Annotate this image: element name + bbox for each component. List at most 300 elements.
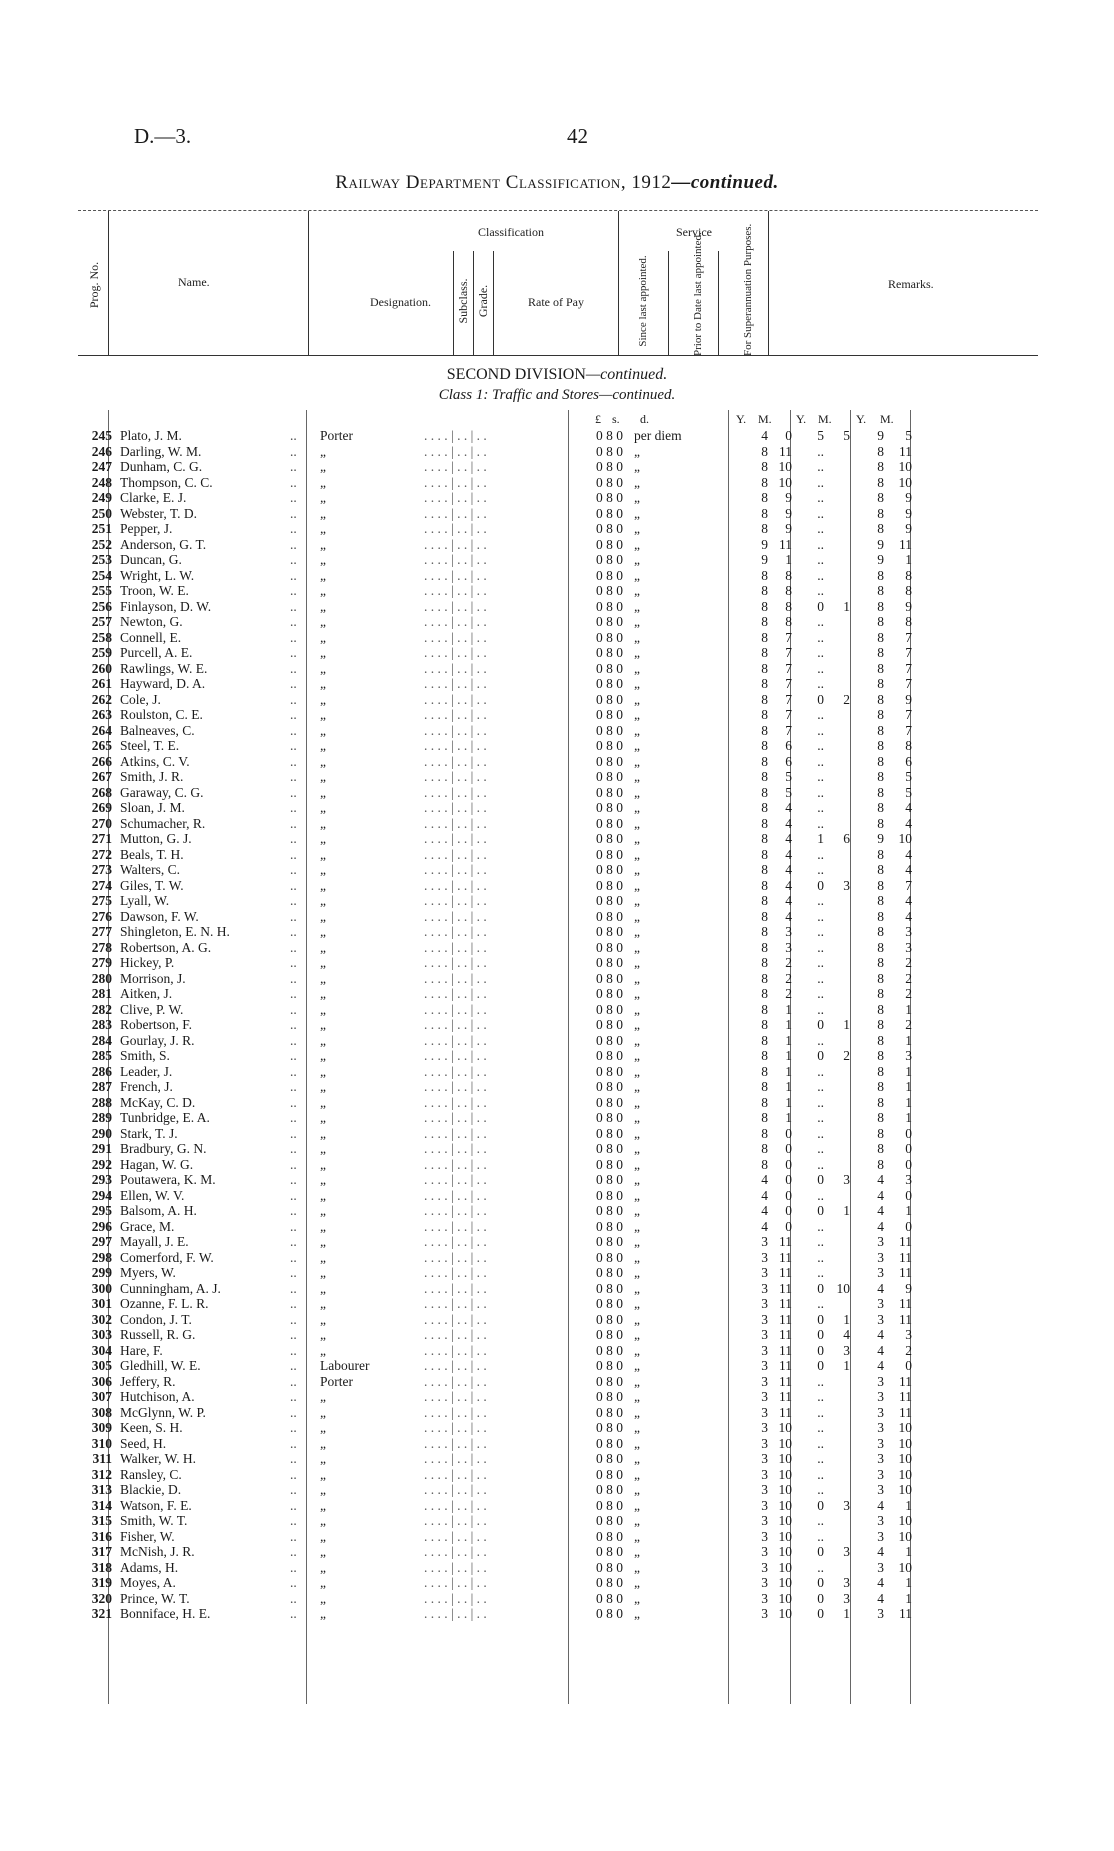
leader-dots: . . . . | . . | . . xyxy=(424,1482,487,1497)
super-months: 1 xyxy=(905,1063,912,1079)
since-years: 8 xyxy=(761,1110,768,1125)
prog-no: 269 xyxy=(91,800,112,815)
leader-dots: .. xyxy=(290,1110,297,1125)
since-months: 0 xyxy=(785,1172,792,1187)
rate-of-pay: 0 8 0 xyxy=(596,1575,623,1590)
table-row xyxy=(64,506,1024,522)
table-row xyxy=(64,1327,1024,1343)
table-row xyxy=(64,1017,1024,1033)
since-months: 6 xyxy=(785,753,792,769)
designation: „ xyxy=(320,459,326,474)
since-years: 8 xyxy=(761,598,768,614)
since-months: 2 xyxy=(785,955,792,970)
staff-name: Comerford, F. W. xyxy=(120,1249,214,1265)
staff-name: Smith, J. R. xyxy=(120,769,184,784)
super-years: 8 xyxy=(877,676,884,691)
staff-name: Bonniface, H. E. xyxy=(120,1606,211,1621)
since-months: 0 xyxy=(785,1156,792,1172)
table-row xyxy=(64,1203,1024,1219)
since-months: 0 xyxy=(785,428,792,443)
rate-unit: „ xyxy=(634,955,640,970)
leader-dots: .. xyxy=(290,1575,297,1590)
designation: „ xyxy=(320,784,326,800)
prior-years: .. xyxy=(817,660,824,676)
since-years: 3 xyxy=(761,1528,768,1544)
rate-unit: „ xyxy=(634,1482,640,1497)
staff-name: Walters, C. xyxy=(120,862,181,877)
leader-dots: .. xyxy=(290,1187,297,1203)
leader-dots: . . . . | . . | . . xyxy=(424,877,487,893)
super-years: 3 xyxy=(877,1265,884,1280)
since-months: 1 xyxy=(785,1094,792,1110)
since-years: 3 xyxy=(761,1342,768,1358)
prior-years: .. xyxy=(817,722,824,738)
since-years: 8 xyxy=(761,443,768,459)
rate-unit: „ xyxy=(634,1079,640,1094)
leader-dots: .. xyxy=(290,691,297,707)
super-years: 8 xyxy=(877,986,884,1001)
staff-name: Moyes, A. xyxy=(120,1575,176,1590)
page-title-main: Railway Department Classification, 1912 xyxy=(335,172,672,193)
prog-no: 305 xyxy=(91,1358,112,1373)
prior-months: 1 xyxy=(843,1203,850,1218)
rate-unit: „ xyxy=(634,1094,640,1110)
leader-dots: . . . . | . . | . . xyxy=(424,1404,487,1420)
prog-no: 310 xyxy=(91,1435,112,1451)
since-months: 1 xyxy=(785,1048,792,1063)
table-row xyxy=(64,1389,1024,1405)
rate-of-pay: 0 8 0 xyxy=(596,738,623,753)
leader-dots: .. xyxy=(290,939,297,955)
rate-of-pay: 0 8 0 xyxy=(596,707,623,722)
super-months: 9 xyxy=(905,1280,912,1296)
leader-dots: . . . . | . . | . . xyxy=(424,1497,487,1513)
super-years: 8 xyxy=(877,769,884,784)
leader-dots: . . . . | . . | . . xyxy=(424,1451,487,1466)
rate-unit: „ xyxy=(634,1172,640,1187)
prior-years: 0 xyxy=(817,1203,824,1218)
super-months: 7 xyxy=(905,722,912,738)
leader-dots: . . . . | . . | . . xyxy=(424,862,487,877)
staff-name: Gourlay, J. R. xyxy=(120,1032,195,1048)
rate-of-pay: 0 8 0 xyxy=(596,443,623,459)
leader-dots: . . . . | . . | . . xyxy=(424,1234,487,1249)
designation: „ xyxy=(320,505,326,521)
super-years: 8 xyxy=(877,862,884,877)
header-divider xyxy=(668,251,669,355)
prior-years: .. xyxy=(817,1234,824,1249)
super-years: 8 xyxy=(877,629,884,645)
since-years: 8 xyxy=(761,862,768,877)
super-months: 5 xyxy=(905,784,912,800)
prior-years: .. xyxy=(817,1373,824,1389)
prog-no: 279 xyxy=(91,955,112,970)
prog-no: 314 xyxy=(91,1497,112,1513)
table-row xyxy=(64,1467,1024,1483)
since-months: 8 xyxy=(785,598,792,614)
table-row xyxy=(64,490,1024,506)
staff-name: Prince, W. T. xyxy=(120,1590,190,1606)
designation: „ xyxy=(320,1125,326,1141)
prog-no: 265 xyxy=(91,738,112,753)
leader-dots: .. xyxy=(290,645,297,660)
staff-name: Gledhill, W. E. xyxy=(120,1358,201,1373)
rate-of-pay: 0 8 0 xyxy=(596,1187,623,1203)
leader-dots: . . . . | . . | . . xyxy=(424,629,487,645)
prog-no: 318 xyxy=(91,1559,112,1575)
prior-years: .. xyxy=(817,893,824,908)
leader-dots: .. xyxy=(290,970,297,986)
table-row xyxy=(64,1265,1024,1281)
rate-of-pay: 0 8 0 xyxy=(596,1141,623,1156)
staff-name: Roulston, C. E. xyxy=(120,707,203,722)
prog-no: 247 xyxy=(91,459,112,474)
leader-dots: . . . . | . . | . . xyxy=(424,583,487,598)
leader-dots: .. xyxy=(290,552,297,567)
prog-no: 316 xyxy=(91,1528,112,1544)
since-months: 10 xyxy=(778,474,792,490)
since-years: 3 xyxy=(761,1296,768,1311)
table-row xyxy=(64,1436,1024,1452)
leader-dots: . . . . | . . | . . xyxy=(424,1141,487,1156)
staff-name: Webster, T. D. xyxy=(120,505,197,521)
staff-name: Fisher, W. xyxy=(120,1528,175,1544)
prog-no: 292 xyxy=(91,1156,112,1172)
rate-unit: „ xyxy=(634,1497,640,1513)
since-years: 4 xyxy=(761,1172,768,1187)
page-id: D.—3. xyxy=(134,124,192,148)
prior-years: 0 xyxy=(817,1358,824,1373)
designation: „ xyxy=(320,1544,326,1559)
rate-of-pay: 0 8 0 xyxy=(596,474,623,490)
designation: „ xyxy=(320,1218,326,1234)
super-months: 10 xyxy=(898,1466,912,1482)
designation: „ xyxy=(320,1063,326,1079)
staff-name: McKay, C. D. xyxy=(120,1094,196,1110)
rate-of-pay: 0 8 0 xyxy=(596,583,623,598)
rate-of-pay: 0 8 0 xyxy=(596,552,623,567)
rate-of-pay: 0 8 0 xyxy=(596,536,623,552)
table-row xyxy=(64,1033,1024,1049)
super-months: 10 xyxy=(898,459,912,474)
leader-dots: .. xyxy=(290,908,297,924)
super-years: 4 xyxy=(877,1575,884,1590)
super-months: 3 xyxy=(905,1327,912,1342)
class-title: Class 1: Traffic and Stores—continued. xyxy=(438,387,676,403)
staff-name: Seed, H. xyxy=(120,1435,167,1451)
leader-dots: . . . . | . . | . . xyxy=(424,1249,487,1265)
leader-dots: .. xyxy=(290,1017,297,1032)
super-months: 11 xyxy=(899,1249,912,1265)
table-row xyxy=(64,1498,1024,1514)
super-months: 6 xyxy=(905,753,912,769)
super-months: 3 xyxy=(905,1048,912,1063)
super-years: 3 xyxy=(877,1234,884,1249)
prog-no: 317 xyxy=(91,1544,112,1559)
rate-unit: „ xyxy=(634,1063,640,1079)
rate-unit: „ xyxy=(634,1606,640,1621)
rate-of-pay: 0 8 0 xyxy=(596,1327,623,1342)
since-months: 7 xyxy=(785,660,792,676)
rate-unit: „ xyxy=(634,738,640,753)
since-years: 3 xyxy=(761,1280,768,1296)
prior-years: .. xyxy=(817,846,824,862)
prior-years: 0 xyxy=(817,1590,824,1606)
prior-years: .. xyxy=(817,707,824,722)
super-months: 7 xyxy=(905,629,912,645)
prog-no: 293 xyxy=(91,1172,112,1187)
since-years: 8 xyxy=(761,1017,768,1032)
table-row xyxy=(64,847,1024,863)
staff-name: Beals, T. H. xyxy=(120,846,184,862)
rate-of-pay: 0 8 0 xyxy=(596,893,623,908)
prior-years: .. xyxy=(817,924,824,939)
table-row xyxy=(64,1219,1024,1235)
division-title xyxy=(0,366,1114,384)
rate-unit: „ xyxy=(634,846,640,862)
prior-years: .. xyxy=(817,1218,824,1234)
since-years: 3 xyxy=(761,1513,768,1528)
super-months: 4 xyxy=(905,893,912,908)
super-months: 0 xyxy=(905,1218,912,1234)
prog-no: 294 xyxy=(91,1187,112,1203)
since-months: 0 xyxy=(785,1203,792,1218)
leader-dots: . . . . | . . | . . xyxy=(424,598,487,614)
rate-of-pay: 0 8 0 xyxy=(596,784,623,800)
since-years: 8 xyxy=(761,877,768,893)
leader-dots: .. xyxy=(290,1001,297,1017)
rate-unit: „ xyxy=(634,924,640,939)
super-months: 11 xyxy=(899,1404,912,1420)
super-months: 3 xyxy=(905,924,912,939)
leader-dots: . . . . | . . | . . xyxy=(424,1063,487,1079)
header-divider xyxy=(473,251,474,355)
table-row xyxy=(64,692,1024,708)
since-months: 11 xyxy=(779,1327,792,1342)
leader-dots: .. xyxy=(290,722,297,738)
since-months: 1 xyxy=(785,1017,792,1032)
since-years: 3 xyxy=(761,1466,768,1482)
table-row xyxy=(64,599,1024,615)
leader-dots: . . . . | . . | . . xyxy=(424,1389,487,1404)
table-row xyxy=(64,645,1024,661)
unit-shillings: s. xyxy=(612,412,620,426)
since-years: 3 xyxy=(761,1559,768,1575)
rate-of-pay: 0 8 0 xyxy=(596,459,623,474)
prog-no: 303 xyxy=(91,1327,112,1342)
staff-name: Ozanne, F. L. R. xyxy=(120,1296,209,1311)
since-months: 3 xyxy=(785,924,792,939)
super-months: 5 xyxy=(905,428,912,443)
rate-unit: „ xyxy=(634,474,640,490)
page-number: 42 xyxy=(567,124,588,148)
super-years: 8 xyxy=(877,598,884,614)
staff-name: Hare, F. xyxy=(120,1342,163,1358)
prior-years: .. xyxy=(817,1404,824,1420)
prog-no: 291 xyxy=(91,1141,112,1156)
table-row xyxy=(64,1560,1024,1576)
prior-years: .. xyxy=(817,815,824,831)
prior-months: 6 xyxy=(843,831,850,846)
rate-unit: „ xyxy=(634,459,640,474)
designation: „ xyxy=(320,1342,326,1358)
staff-name: Leader, J. xyxy=(120,1063,173,1079)
rate-unit: „ xyxy=(634,1141,640,1156)
prog-no: 289 xyxy=(91,1110,112,1125)
leader-dots: .. xyxy=(290,583,297,598)
super-years: 4 xyxy=(877,1544,884,1559)
since-months: 10 xyxy=(778,1420,792,1435)
rate-of-pay: 0 8 0 xyxy=(596,1234,623,1249)
super-months: 1 xyxy=(905,1094,912,1110)
prior-months: 4 xyxy=(843,1327,850,1342)
staff-name: Walker, W. H. xyxy=(120,1451,196,1466)
since-years: 3 xyxy=(761,1389,768,1404)
leader-dots: . . . . | . . | . . xyxy=(424,924,487,939)
super-years: 3 xyxy=(877,1451,884,1466)
since-months: 1 xyxy=(785,1001,792,1017)
prog-no: 281 xyxy=(91,986,112,1001)
super-years: 8 xyxy=(877,490,884,505)
designation: „ xyxy=(320,1234,326,1249)
rate-unit: „ xyxy=(634,443,640,459)
staff-name: Mutton, G. J. xyxy=(120,831,192,846)
super-months: 9 xyxy=(905,521,912,536)
prog-no: 301 xyxy=(91,1296,112,1311)
table-row xyxy=(64,521,1024,537)
rate-of-pay: 0 8 0 xyxy=(596,598,623,614)
designation: „ xyxy=(320,1420,326,1435)
prog-no: 276 xyxy=(91,908,112,924)
super-years: 8 xyxy=(877,738,884,753)
designation: „ xyxy=(320,583,326,598)
designation: „ xyxy=(320,908,326,924)
super-months: 1 xyxy=(905,552,912,567)
table-row xyxy=(64,1529,1024,1545)
since-years: 8 xyxy=(761,908,768,924)
leader-dots: .. xyxy=(290,505,297,521)
since-years: 3 xyxy=(761,1482,768,1497)
leader-dots: . . . . | . . | . . xyxy=(424,986,487,1001)
designation: „ xyxy=(320,614,326,629)
designation: Porter xyxy=(320,1373,353,1389)
leader-dots: . . . . | . . | . . xyxy=(424,521,487,536)
staff-name: Morrison, J. xyxy=(120,970,186,986)
leader-dots: . . . . | . . | . . xyxy=(424,1544,487,1559)
prior-years: .. xyxy=(817,800,824,815)
table-row xyxy=(64,738,1024,754)
table-row xyxy=(64,1126,1024,1142)
staff-name: Schumacher, R. xyxy=(120,815,206,831)
designation: „ xyxy=(320,443,326,459)
since-months: 7 xyxy=(785,645,792,660)
super-years: 3 xyxy=(877,1420,884,1435)
prior-months: 1 xyxy=(843,1311,850,1327)
rate-of-pay: 0 8 0 xyxy=(596,908,623,924)
super-years: 8 xyxy=(877,521,884,536)
rate-of-pay: 0 8 0 xyxy=(596,831,623,846)
since-months: 4 xyxy=(785,815,792,831)
since-years: 8 xyxy=(761,831,768,846)
header-classification: Classification xyxy=(478,225,544,239)
prior-years: .. xyxy=(817,614,824,629)
prior-months: 1 xyxy=(843,1017,850,1032)
staff-name: Balsom, A. H. xyxy=(120,1203,197,1218)
super-months: 10 xyxy=(898,1559,912,1575)
staff-name: Connell, E. xyxy=(120,629,182,645)
staff-name: Hagan, W. G. xyxy=(120,1156,194,1172)
since-years: 3 xyxy=(761,1606,768,1621)
designation: „ xyxy=(320,970,326,986)
table-row xyxy=(64,971,1024,987)
since-years: 8 xyxy=(761,1156,768,1172)
super-years: 4 xyxy=(877,1497,884,1513)
super-months: 2 xyxy=(905,1017,912,1032)
prog-no: 300 xyxy=(91,1280,112,1296)
prior-months: 3 xyxy=(843,1590,850,1606)
staff-name: Atkins, C. V. xyxy=(120,753,190,769)
since-months: 7 xyxy=(785,676,792,691)
rate-unit: „ xyxy=(634,831,640,846)
table-row xyxy=(64,878,1024,894)
rate-of-pay: 0 8 0 xyxy=(596,1559,623,1575)
super-months: 10 xyxy=(898,1420,912,1435)
header-divider xyxy=(718,251,719,355)
rate-unit: „ xyxy=(634,1265,640,1280)
rate-unit: „ xyxy=(634,1001,640,1017)
super-months: 11 xyxy=(899,443,912,459)
prior-years: .. xyxy=(817,1187,824,1203)
prog-no: 319 xyxy=(91,1575,112,1590)
prog-no: 287 xyxy=(91,1079,112,1094)
leader-dots: .. xyxy=(290,1156,297,1172)
prior-years: .. xyxy=(817,1513,824,1528)
designation: „ xyxy=(320,552,326,567)
super-years: 8 xyxy=(877,784,884,800)
since-months: 9 xyxy=(785,490,792,505)
prog-no: 282 xyxy=(91,1001,112,1017)
since-months: 1 xyxy=(785,1063,792,1079)
prior-years: 0 xyxy=(817,1497,824,1513)
prog-no: 309 xyxy=(91,1420,112,1435)
super-years: 3 xyxy=(877,1559,884,1575)
staff-name: Dunham, C. G. xyxy=(120,459,203,474)
rate-of-pay: 0 8 0 xyxy=(596,1048,623,1063)
prior-years: .. xyxy=(817,1265,824,1280)
table-row xyxy=(64,1420,1024,1436)
rate-unit: „ xyxy=(634,1249,640,1265)
table-row xyxy=(64,568,1024,584)
since-years: 8 xyxy=(761,1063,768,1079)
rate-of-pay: 0 8 0 xyxy=(596,955,623,970)
super-months: 1 xyxy=(905,1544,912,1559)
super-years: 8 xyxy=(877,908,884,924)
table-row xyxy=(64,1250,1024,1266)
since-years: 8 xyxy=(761,474,768,490)
leader-dots: .. xyxy=(290,924,297,939)
rate-of-pay: 0 8 0 xyxy=(596,660,623,676)
leader-dots: .. xyxy=(290,536,297,552)
since-months: 8 xyxy=(785,583,792,598)
leader-dots: . . . . | . . | . . xyxy=(424,1513,487,1528)
rate-of-pay: 0 8 0 xyxy=(596,1265,623,1280)
staff-name: Sloan, J. M. xyxy=(120,800,185,815)
super-months: 0 xyxy=(905,1358,912,1373)
designation: „ xyxy=(320,1048,326,1063)
staff-name: Thompson, C. C. xyxy=(120,474,213,490)
prior-years: .. xyxy=(817,1079,824,1094)
prior-years: .. xyxy=(817,1141,824,1156)
